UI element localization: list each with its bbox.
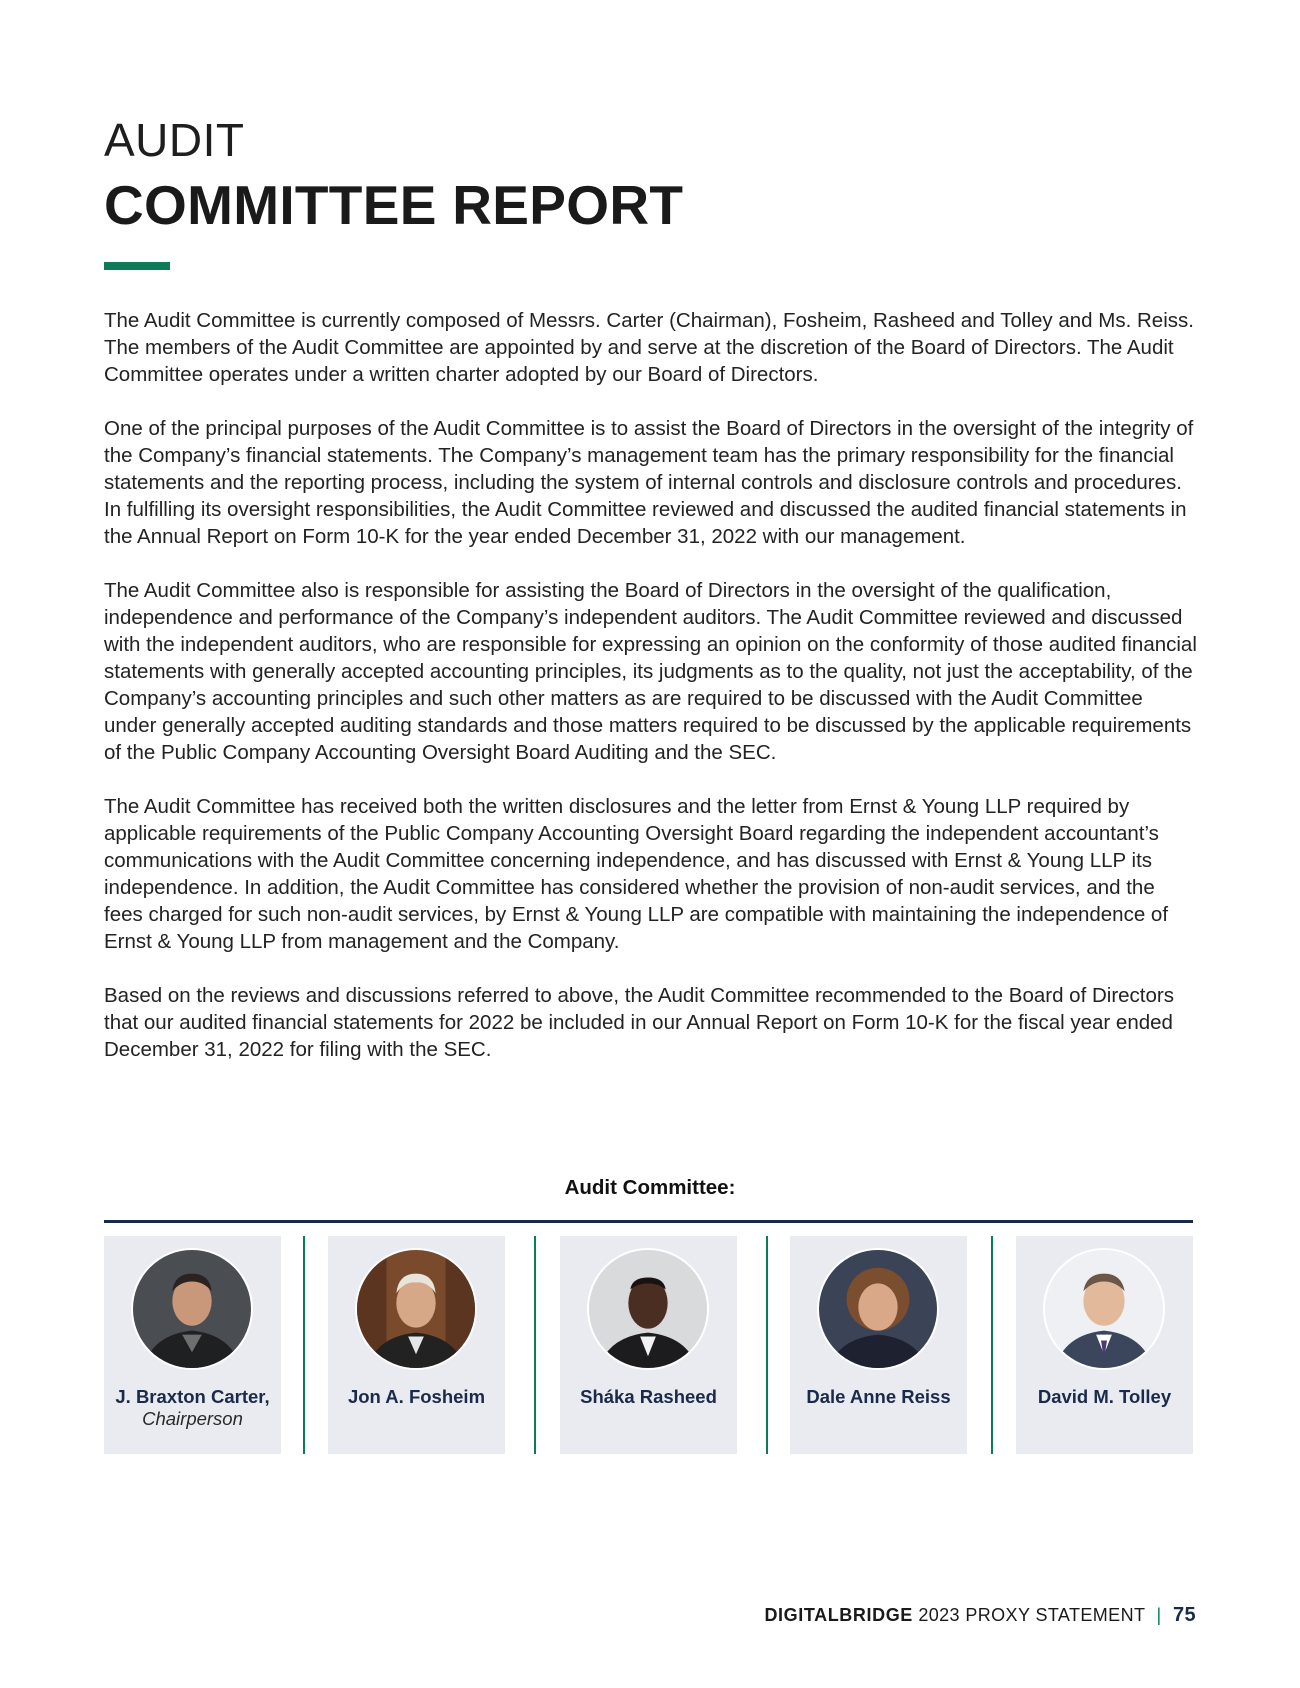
committee-members	[104, 1236, 1193, 1454]
member-card	[560, 1236, 737, 1454]
paragraph: Based on the reviews and discussions referred to above, the Audit Committee recommended to the Board of Directors that our audited financial statements for 2022 be included in our Annual Report on Form 10-K for the fiscal year ended December 31, 2022 for filing with the SEC.	[104, 984, 1174, 1061]
member-card	[790, 1236, 967, 1454]
paragraph: The Audit Committee also is responsible for assisting the Board of Directors in the oversight of the qualification, independence and performance of the Company’s independent auditors. The Audit Committee reviewed and discussed with the independent auditors, who are responsible for expressing an opinion on the conformity of those audited financial statements with generally accepted accounting principles, its judgments as to the quality, not just the acceptability, of the Company’s accounting principles and such other matters as are required to be discussed with the Audit Committee under generally accepted auditing standards and those matters required to be discussed by the applicable requirements of the Public Company Accounting Oversight Board Auditing and the SEC.	[104, 579, 1197, 764]
member-photo-reiss	[817, 1248, 939, 1370]
member-photo-tolley	[1043, 1248, 1165, 1370]
page-number: 75	[1172, 1604, 1196, 1626]
report-body	[104, 307, 1197, 1090]
title-accent-bar	[104, 262, 170, 270]
member-name: J. Braxton Carter, Chairperson	[110, 1386, 275, 1430]
member-card	[1016, 1236, 1193, 1454]
member-name: Jon A. Fosheim	[347, 1386, 486, 1407]
paragraph: One of the principal purposes of the Audit Committee is to assist the Board of Directors in the oversight of the integrity of the Company’s financial statements. The Company’s management team has the primary responsibility for the financial statements and the reporting process, including the system of internal controls and disclosure controls and procedures. In fulfilling its oversight responsibilities, the Audit Committee reviewed and discussed the audited financial statements in the Annual Report on Form 10-K for the year ended December 31, 2022 with our management.	[104, 417, 1194, 548]
page-title-line-1: AUDIT	[104, 114, 245, 166]
member-role: Chairperson	[142, 1408, 243, 1429]
card-divider	[303, 1236, 305, 1454]
member-photo-rasheed	[587, 1248, 709, 1370]
footer-document-title: 2023 PROXY STATEMENT	[918, 1605, 1146, 1625]
card-divider	[766, 1236, 768, 1454]
member-name: Dale Anne Reiss	[806, 1386, 951, 1407]
card-divider	[991, 1236, 993, 1454]
member-name: Sháka Rasheed	[580, 1386, 717, 1407]
member-card	[104, 1236, 281, 1454]
page-title-line-2: COMMITTEE REPORT	[104, 174, 684, 236]
paragraph: The Audit Committee has received both the written disclosures and the letter from Ernst & Young LLP required by applicable requirements of the Public Company Accounting Oversight Board regarding the independent accountant’s communications with the Audit Committee concerning independence, and has discussed with Ernst & Young LLP its independence. In addition, the Audit Committee has considered whether the provision of non-audit services, and the fees charged for such non-audit services, by Ernst & Young LLP are compatible with maintaining the independence of Ernst & Young LLP from management and the Company.	[104, 795, 1169, 953]
member-photo-carter	[131, 1248, 253, 1370]
footer-brand: DIGITALBRIDGE	[764, 1605, 913, 1625]
page-footer	[764, 1604, 1196, 1627]
member-name: David M. Tolley	[1037, 1386, 1172, 1407]
audit-committee-label: Audit Committee:	[564, 1176, 736, 1199]
member-photo-fosheim	[355, 1248, 477, 1370]
card-divider	[534, 1236, 536, 1454]
paragraph: The Audit Committee is currently composed of Messrs. Carter (Chairman), Fosheim, Rasheed and Tolley and Ms. Reiss. The members of the Audit Committee are appointed by and serve at the discretion of the Board of Directors. The Audit Committee operates under a written charter adopted by our Board of Directors.	[104, 309, 1194, 386]
member-card	[328, 1236, 505, 1454]
footer-separator: |	[1156, 1605, 1162, 1625]
committee-divider-rule	[104, 1220, 1193, 1223]
